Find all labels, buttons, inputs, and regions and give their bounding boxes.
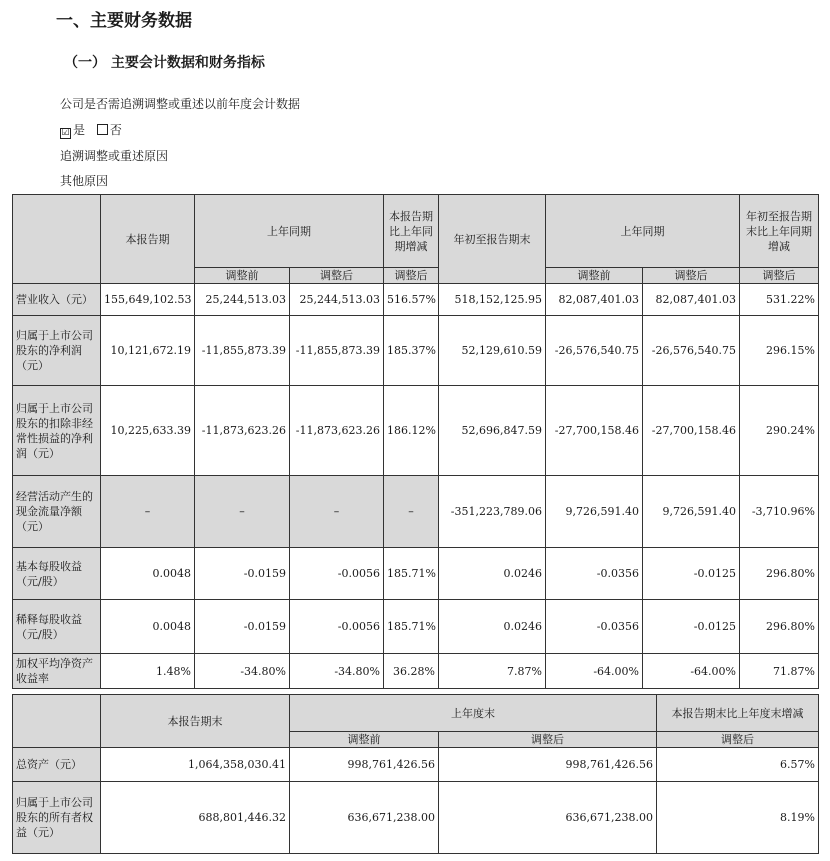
table-cell: 0.0246 (439, 600, 546, 654)
header-ytd: 年初至报告期末 (439, 195, 546, 284)
table-cell: 186.12% (384, 386, 439, 476)
row-label: 营业收入（元） (13, 284, 101, 316)
table-row (13, 782, 819, 854)
table-cell: 0.0048 (101, 548, 195, 600)
table-cell: 531.22% (740, 284, 819, 316)
table-cell: 7.87% (439, 654, 546, 689)
table-cell: -26,576,540.75 (546, 316, 643, 386)
table-cell: -0.0356 (546, 548, 643, 600)
table-cell: 25,244,513.03 (195, 284, 290, 316)
no-checkbox[interactable] (97, 124, 108, 135)
header-ytd-change: 年初至报告期末比上年同期增减 (740, 195, 819, 268)
header-prior-same-period-ytd: 上年同期 (546, 195, 740, 268)
restatement-options (60, 121, 122, 139)
table-row (13, 284, 819, 316)
table-row (13, 600, 819, 654)
table-cell: 1,064,358,030.41 (101, 748, 290, 782)
table-row (13, 654, 819, 689)
table-cell: 71.87% (740, 654, 819, 689)
header-change-ratio: 本报告期比上年同期增减 (384, 195, 439, 268)
table-cell: 9,726,591.40 (643, 476, 740, 548)
table-cell: 998,761,426.56 (439, 748, 657, 782)
table-cell: 290.24% (740, 386, 819, 476)
table-cell: -0.0056 (290, 548, 384, 600)
restatement-question: 公司是否需追溯调整或重述以前年度会计数据 (60, 97, 301, 111)
balance-sheet-table (12, 694, 819, 854)
table-cell: 0.0048 (101, 600, 195, 654)
table-cell: 0.0246 (439, 548, 546, 600)
table-cell: 516.57% (384, 284, 439, 316)
header-before-adjustment: 调整前 (290, 732, 439, 748)
table-cell: -351,223,789.06 (439, 476, 546, 548)
table-cell: 688,801,446.32 (101, 782, 290, 854)
key-financial-data-table (12, 194, 819, 689)
table-cell: -0.0159 (195, 548, 290, 600)
row-label: 归属于上市公司股东的净利润（元） (13, 316, 101, 386)
header-before-adjustment: 调整前 (195, 268, 290, 284)
table-cell: 155,649,102.53 (101, 284, 195, 316)
table-row (13, 748, 819, 782)
table-cell: -11,855,873.39 (195, 316, 290, 386)
table-cell: – (384, 476, 439, 548)
header-after-adjustment: 调整后 (439, 732, 657, 748)
yes-checkbox[interactable]: ☑ (61, 128, 70, 138)
table-cell: 36.28% (384, 654, 439, 689)
row-label: 基本每股收益（元/股） (13, 548, 101, 600)
table-cell: 10,121,672.19 (101, 316, 195, 386)
table-cell: -11,873,623.26 (290, 386, 384, 476)
header-prior-same-period: 上年同期 (195, 195, 384, 268)
subsection-heading: （一） 主要会计数据和财务指标 (64, 55, 265, 71)
header-after-adjustment: 调整后 (657, 732, 819, 748)
row-label: 经营活动产生的现金流量净额（元） (13, 476, 101, 548)
header-after-adjustment: 调整后 (643, 268, 740, 284)
table-cell: -64.00% (643, 654, 740, 689)
table-cell: 998,761,426.56 (290, 748, 439, 782)
table-cell: 9,726,591.40 (546, 476, 643, 548)
table-cell: -3,710.96% (740, 476, 819, 548)
row-label: 加权平均净资产收益率 (13, 654, 101, 689)
table-row (13, 386, 819, 476)
header-prior-year-end: 上年度末 (290, 695, 657, 732)
table-cell: 82,087,401.03 (546, 284, 643, 316)
row-label: 归属于上市公司股东的扣除非经常性损益的净利润（元） (13, 386, 101, 476)
table-cell: – (290, 476, 384, 548)
header-current-period: 本报告期 (101, 195, 195, 284)
table-cell: 636,671,238.00 (439, 782, 657, 854)
table-cell: 25,244,513.03 (290, 284, 384, 316)
table-cell: 6.57% (657, 748, 819, 782)
restatement-reason-label: 追溯调整或重述原因 (60, 149, 169, 163)
table-cell: -0.0125 (643, 548, 740, 600)
table-cell: 10,225,633.39 (101, 386, 195, 476)
table-cell: -27,700,158.46 (546, 386, 643, 476)
table-row (13, 316, 819, 386)
table-cell: 296.80% (740, 548, 819, 600)
table-cell: -34.80% (195, 654, 290, 689)
table-cell: – (195, 476, 290, 548)
table-cell: 52,129,610.59 (439, 316, 546, 386)
header-blank (13, 695, 101, 748)
header-after-adjustment: 调整后 (740, 268, 819, 284)
table-cell: -26,576,540.75 (643, 316, 740, 386)
row-label: 归属于上市公司股东的所有者权益（元） (13, 782, 101, 854)
table-row (13, 476, 819, 548)
table-cell: -11,873,623.26 (195, 386, 290, 476)
table-cell: -34.80% (290, 654, 384, 689)
section-heading: 一、主要财务数据 (56, 11, 192, 31)
table-cell: -11,855,873.39 (290, 316, 384, 386)
table-cell: 185.37% (384, 316, 439, 386)
header-after-adjustment: 调整后 (384, 268, 439, 284)
other-reason: 其他原因 (60, 174, 109, 188)
table-cell: 185.71% (384, 600, 439, 654)
table-row (13, 548, 819, 600)
table-cell: 1.48% (101, 654, 195, 689)
table-cell: 518,152,125.95 (439, 284, 546, 316)
table-cell: 296.15% (740, 316, 819, 386)
row-label: 总资产（元） (13, 748, 101, 782)
header-blank (13, 195, 101, 284)
table-cell: 296.80% (740, 600, 819, 654)
header-change: 本报告期末比上年度末增减 (657, 695, 819, 732)
header-before-adjustment: 调整前 (546, 268, 643, 284)
table-cell: 636,671,238.00 (290, 782, 439, 854)
table-cell: – (101, 476, 195, 548)
table-cell: -0.0356 (546, 600, 643, 654)
header-period-end: 本报告期末 (101, 695, 290, 748)
row-label: 稀释每股收益（元/股） (13, 600, 101, 654)
table-cell: -0.0125 (643, 600, 740, 654)
header-after-adjustment: 调整后 (290, 268, 384, 284)
table-cell: -0.0159 (195, 600, 290, 654)
table-cell: 8.19% (657, 782, 819, 854)
table-cell: -64.00% (546, 654, 643, 689)
table-cell: 185.71% (384, 548, 439, 600)
table-cell: -0.0056 (290, 600, 384, 654)
table-cell: 82,087,401.03 (643, 284, 740, 316)
no-label: 否 (109, 123, 122, 137)
table-cell: -27,700,158.46 (643, 386, 740, 476)
table-cell: 52,696,847.59 (439, 386, 546, 476)
yes-label: 是 (73, 123, 86, 137)
